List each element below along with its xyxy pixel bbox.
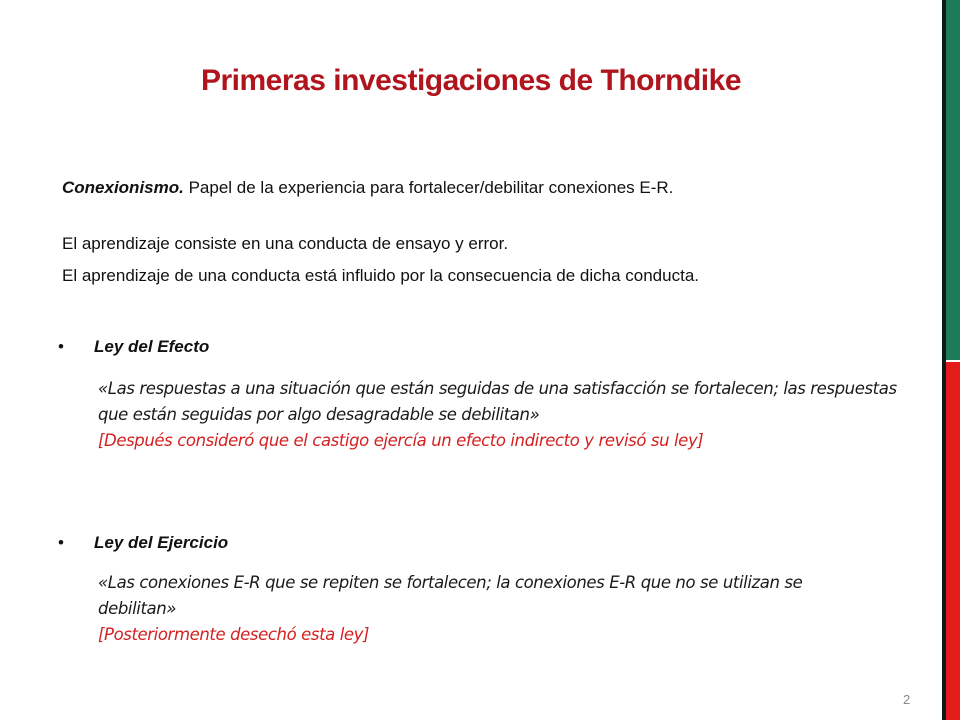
- intro-line: [62, 178, 673, 198]
- statement-line: El aprendizaje de una conducta está influido por la consecuencia de dicha conducta.: [62, 266, 699, 285]
- bullet-icon: •: [58, 533, 64, 552]
- law-quote: «Las respuestas a una situación que están seguidas de una satisfacción se fortalecen; las respuestas que están seguidas por algo desagradable se debilitan»: [98, 379, 897, 424]
- intro-text: Papel de la experiencia para fortalecer/debilitar conexiones E-R.: [188, 178, 674, 197]
- side-bar-red-block: [946, 362, 960, 720]
- law-note: [Después consideró que el castigo ejercía un efecto indirecto y revisó su ley]: [98, 431, 704, 450]
- intro-term: Conexionismo.: [62, 178, 184, 197]
- law-heading: Ley del Efecto: [94, 337, 210, 356]
- law-note: [Posteriormente desechó esta ley]: [98, 625, 370, 644]
- statement-line: El aprendizaje consiste en una conducta de ensayo y error.: [62, 234, 509, 253]
- law-heading-row: [58, 337, 209, 357]
- law-heading: Ley del Ejercicio: [94, 533, 229, 552]
- side-color-bar: [942, 0, 960, 720]
- side-bar-green-block: [946, 0, 960, 360]
- law-quote-block: [98, 570, 858, 648]
- page-number: 2: [903, 692, 911, 707]
- bullet-icon: •: [58, 337, 64, 356]
- law-heading-row: [58, 533, 228, 553]
- law-quote-block: [98, 376, 898, 454]
- slide-title: Primeras investigaciones de Thorndike: [200, 64, 742, 97]
- law-quote: «Las conexiones E-R que se repiten se fortalecen; la conexiones E-R que no se utilizan se debilitan»: [98, 573, 803, 618]
